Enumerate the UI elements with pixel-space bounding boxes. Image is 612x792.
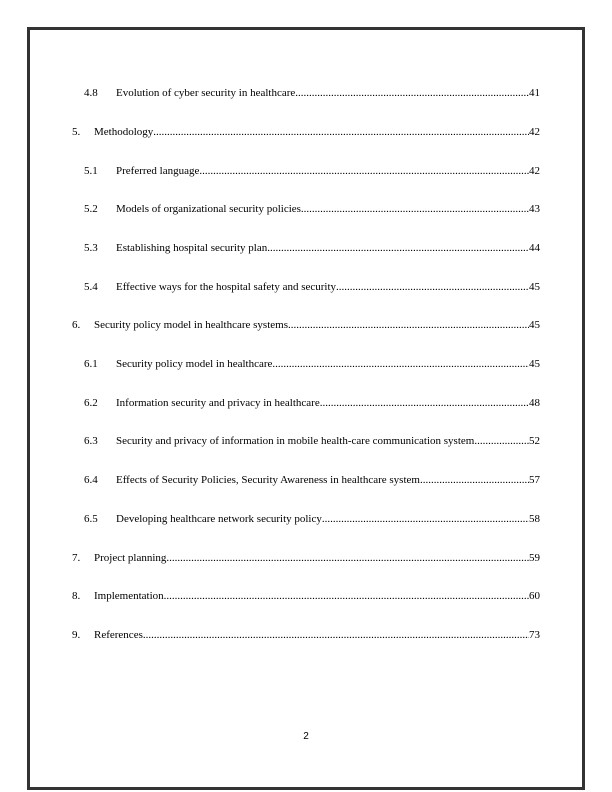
toc-entry-page: 58 <box>529 513 540 525</box>
toc-entry-title: Developing healthcare network security policy <box>116 513 322 525</box>
toc-entry-5-4[interactable] <box>84 280 540 294</box>
toc-entry-title: Methodology <box>94 126 154 138</box>
toc-entry-page: 57 <box>529 474 540 486</box>
toc-entry-number: 5.3 <box>84 242 98 254</box>
dot-leader <box>272 357 529 371</box>
toc-entry-6-1[interactable] <box>84 357 540 371</box>
toc-entry-number: 6.5 <box>84 513 98 525</box>
toc-entry-page: 59 <box>529 552 540 564</box>
toc-entry-page: 43 <box>529 203 540 215</box>
toc-entry-title: Project planning <box>94 552 167 564</box>
toc-entry-page: 44 <box>529 242 540 254</box>
toc-entry-5-3[interactable] <box>84 241 540 255</box>
dot-leader <box>153 125 529 139</box>
toc-entry-5[interactable] <box>72 125 540 139</box>
toc-entry-6-2[interactable] <box>84 396 540 410</box>
toc-entry-title: Information security and privacy in healthcare <box>116 397 320 409</box>
dot-leader <box>295 86 529 100</box>
dot-leader <box>288 318 529 332</box>
toc-entry-title: Effective ways for the hospital safety and security <box>116 281 337 293</box>
dot-leader <box>474 434 529 448</box>
toc-entry-6-4[interactable] <box>84 473 540 487</box>
toc-entry-page: 45 <box>529 358 540 370</box>
page-number: 2 <box>303 731 309 742</box>
toc-entry-page: 48 <box>529 397 540 409</box>
toc-entry-page: 42 <box>529 126 540 138</box>
toc-entry-number: 7. <box>72 552 81 564</box>
dot-leader <box>267 241 529 255</box>
toc-entry-title: Models of organizational security policies <box>116 203 301 215</box>
dot-leader <box>320 396 529 410</box>
toc-entry-number: 6.1 <box>84 358 98 370</box>
toc-entry-page: 45 <box>529 319 540 331</box>
toc-entry-number: 6. <box>72 319 81 331</box>
toc-entry-number: 6.2 <box>84 397 98 409</box>
dot-leader <box>199 164 529 178</box>
toc-entry-6-5[interactable] <box>84 512 540 526</box>
toc-entry-title: Establishing hospital security plan <box>116 242 268 254</box>
toc-entry-title: Security policy model in healthcare systems <box>94 319 288 331</box>
toc-entry-6[interactable] <box>72 318 540 332</box>
toc-entry-number: 8. <box>72 590 81 602</box>
dot-leader <box>166 551 529 565</box>
toc-entry-number: 5. <box>72 126 81 138</box>
toc-entry-5-2[interactable] <box>84 202 540 216</box>
dot-leader <box>336 280 529 294</box>
dot-leader <box>164 589 529 603</box>
toc-entry-number: 6.4 <box>84 474 98 486</box>
toc-entry-page: 42 <box>529 165 540 177</box>
toc-entry-number: 5.1 <box>84 165 98 177</box>
toc-entry-page: 60 <box>529 590 540 602</box>
toc-entry-title: Preferred language <box>116 165 200 177</box>
toc-entry-title: Security policy model in healthcare <box>116 358 273 370</box>
dot-leader <box>322 512 529 526</box>
toc-entry-4-8[interactable] <box>84 86 540 100</box>
toc-entry-number: 5.2 <box>84 203 98 215</box>
dot-leader <box>301 202 529 216</box>
toc-entry-title: Effects of Security Policies, Security Awareness in healthcare system <box>116 474 420 486</box>
toc-entry-7[interactable] <box>72 551 540 565</box>
toc-entry-title: References <box>94 629 143 641</box>
toc-entry-page: 73 <box>529 629 540 641</box>
toc-entry-title: Implementation <box>94 590 164 602</box>
toc-entry-5-1[interactable] <box>84 164 540 178</box>
toc-entry-page: 45 <box>529 281 540 293</box>
toc-entry-6-3[interactable] <box>84 434 540 448</box>
toc-entry-9[interactable] <box>72 628 540 642</box>
toc-entry-8[interactable] <box>72 589 540 603</box>
toc-entry-number: 6.3 <box>84 435 98 447</box>
dot-leader <box>143 628 529 642</box>
toc-entry-number: 5.4 <box>84 281 98 293</box>
toc-entry-page: 52 <box>529 435 540 447</box>
dot-leader <box>420 473 529 487</box>
toc-entry-page: 41 <box>529 87 540 99</box>
toc-entry-title: Evolution of cyber security in healthcare <box>116 87 296 99</box>
toc-entry-title: Security and privacy of information in mobile health-care communication system <box>116 435 475 447</box>
toc-entry-number: 9. <box>72 629 81 641</box>
toc-entry-number: 4.8 <box>84 87 98 99</box>
